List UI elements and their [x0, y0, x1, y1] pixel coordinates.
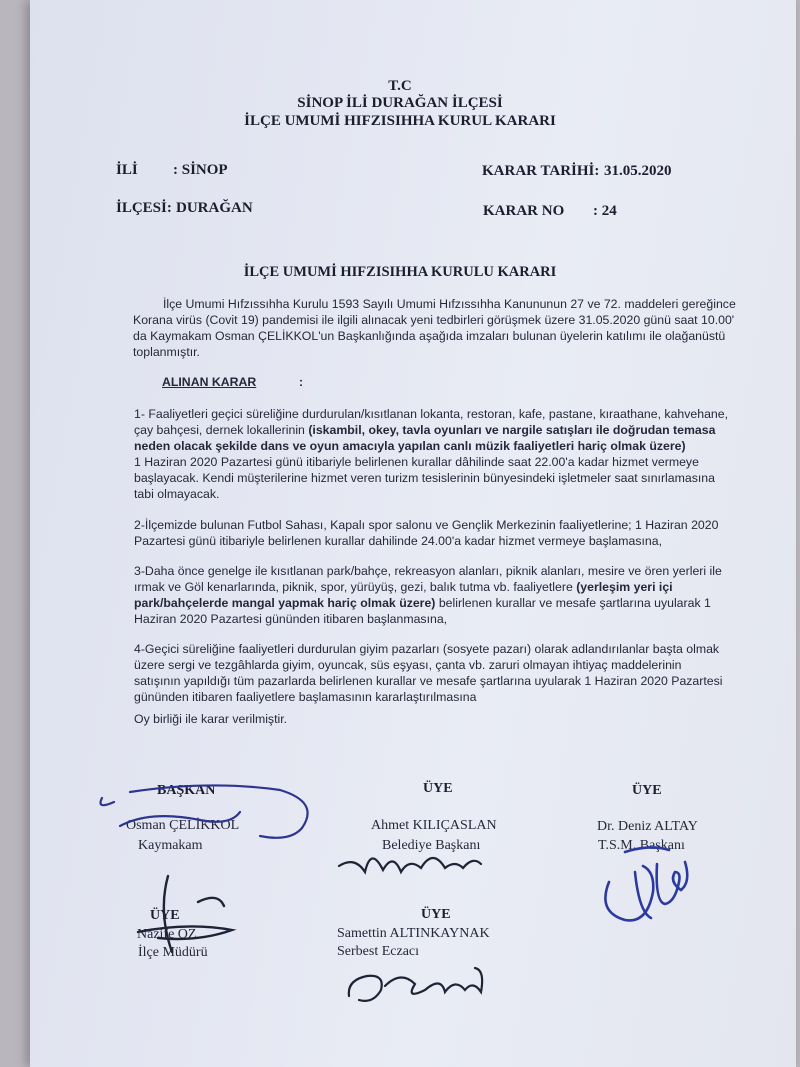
item3-line: ırmak ve Göl kenarlarında, piknik, spor, yürüyüş, gezi, balık tutma vb. faaliyetlere (yerleşim yeri içi: [134, 580, 673, 594]
uye3-signature: [128, 872, 248, 962]
alinan-karar-heading: ALINAN KARAR: [162, 375, 257, 389]
item1-line: 1- Faaliyetleri geçici süreliğine durdurulan/kısıtlanan lokanta, restoran, kafe, pastane, kıraathane, kahvehane,: [134, 407, 729, 421]
uye4-name: Samettin ALTINKAYNAK: [337, 926, 490, 941]
header-council-title: İLÇE UMUMİ HIFZISIHHA KURUL KARARI: [244, 113, 556, 129]
item3-line: 3-Daha önce genelge ile kısıtlanan park/bahçe, rekreasyon alanları, piknik alanları, mesire ve ören yerleri ile: [134, 564, 722, 578]
item1-line: başlayacak. Kendi müşterilerine hizmet veren turizm tesislerinin bünyesindeki işletmeler saat sınırlamasına: [134, 471, 715, 485]
uye1-title: Belediye Başkanı: [382, 838, 481, 853]
uye2-role: ÜYE: [632, 783, 662, 798]
uye1-signature: [335, 838, 485, 888]
item3-line: Haziran 2020 Pazartesi gününden itibaren başlanmasına,: [134, 612, 448, 626]
baskan-signature: [90, 780, 330, 860]
header-tc: T.C: [388, 78, 412, 94]
uye4-title: Serbest Eczacı: [337, 944, 420, 959]
baskan-role: BAŞKAN: [157, 783, 216, 798]
item1-line: tabi olmayacak.: [134, 487, 220, 501]
item1-line: neden olacak şekilde dans ve oyun amacıyla yapılan canlı müzik faaliyetleri hariç olmak üzere): [134, 439, 686, 453]
ili-value: : SİNOP: [173, 162, 228, 178]
uye3-role: ÜYE: [150, 908, 180, 923]
item1-line: çay bahçesi, dernek lokallerinin (iskambil, okey, tavla oyunları ve nargile satışları ile doğrudan temasa: [134, 423, 716, 437]
baskan-name: Osman ÇELİKKOL: [126, 818, 240, 833]
karar-no-value: : 24: [593, 203, 617, 219]
intro-line-3: da Kaymakam Osman ÇELİKKOL'un Başkanlığında aşağıda imzaları bulunan üyelerin katılımı ile olağanüstü: [133, 329, 726, 343]
uye4-role: ÜYE: [421, 907, 451, 922]
header-district: SİNOP İLİ DURAĞAN İLÇESİ: [297, 95, 503, 111]
ilcesi-value: DURAĞAN: [176, 200, 253, 216]
item4-line: satışının yapıldığı tüm pazarlarda belirlenen kurallar ve mesafe şartlarına uyularak 1 Haziran 2020 Pazartesi: [134, 674, 723, 688]
item3-line: park/bahçelerde mangal yapmak hariç olmak üzere) belirlenen kurallar ve mesafe şartlarına uyularak 1: [134, 596, 711, 610]
karar-no-label: KARAR NO: [483, 203, 565, 219]
item1-line: 1 Haziran 2020 Pazartesi günü itibariyle belirlenen kurallar dâhilinde saat 22.00'a kadar hizmet vermeye: [134, 455, 699, 469]
alinan-karar-colon: :: [299, 375, 304, 389]
uye2-signature: [595, 842, 705, 932]
uye4-signature: [345, 960, 495, 1010]
item2-line: Pazartesi günü itibariyle belirlenen kurallar dahilinde 24.00'a kadar hizmet vermeye başlamasına,: [134, 534, 662, 548]
uye2-name: Dr. Deniz ALTAY: [597, 819, 698, 834]
item2-line: 2-İlçemizde bulunan Futbol Sahası, Kapalı spor salonu ve Gençlik Merkezinin faaliyetlerine; 1 Haziran 2020: [134, 518, 719, 532]
item4-line: gününden itibaren faaliyetlere başlamasının kararlaştırılmasına: [134, 690, 477, 704]
karar-tarihi-label: KARAR TARİHİ:: [482, 163, 600, 179]
baskan-title: Kaymakam: [138, 838, 203, 853]
document-title: İLÇE UMUMİ HIFZISIHHA KURULU KARARI: [243, 264, 557, 280]
intro-line-2: Korana virüs (Covit 19) pandemisi ile ilgili alınacak yeni tedbirleri görüşmek üzere 31.05.2020 günü saat 10.00': [133, 313, 735, 327]
ili-label: İLİ: [116, 162, 138, 178]
ilcesi-label: İLÇESİ:: [116, 200, 172, 216]
intro-line-1: İlçe Umumi Hıfzıssıhha Kurulu 1593 Sayılı Umumi Hıfzıssıhha Kanununun 27 ve 72. maddeleri gereğince: [163, 297, 736, 311]
uye3-name: Nazife ÖZ: [137, 927, 197, 942]
karar-tarihi-value: 31.05.2020: [604, 163, 672, 179]
uye2-title: T.S.M. Başkanı: [598, 838, 685, 853]
item4-line: 4-Geçici süreliğine faaliyetleri durdurulan giyim pazarları (sosyete pazarı) olarak adlandırılanlar başta olmak: [134, 642, 720, 656]
closing-statement: Oy birliği ile karar verilmiştir.: [134, 712, 288, 726]
uye3-title: İlçe Müdürü: [138, 945, 208, 960]
intro-line-4: toplanmıştır.: [133, 345, 200, 359]
uye1-name: Ahmet KILIÇASLAN: [371, 818, 497, 833]
item4-line: üzere sergi ve tezgâhlarda giyim, oyuncak, süs eşyası, çanta vb. zaruri olmayan ihtiyaç maddelerinin: [134, 658, 682, 672]
uye1-role: ÜYE: [423, 781, 453, 796]
